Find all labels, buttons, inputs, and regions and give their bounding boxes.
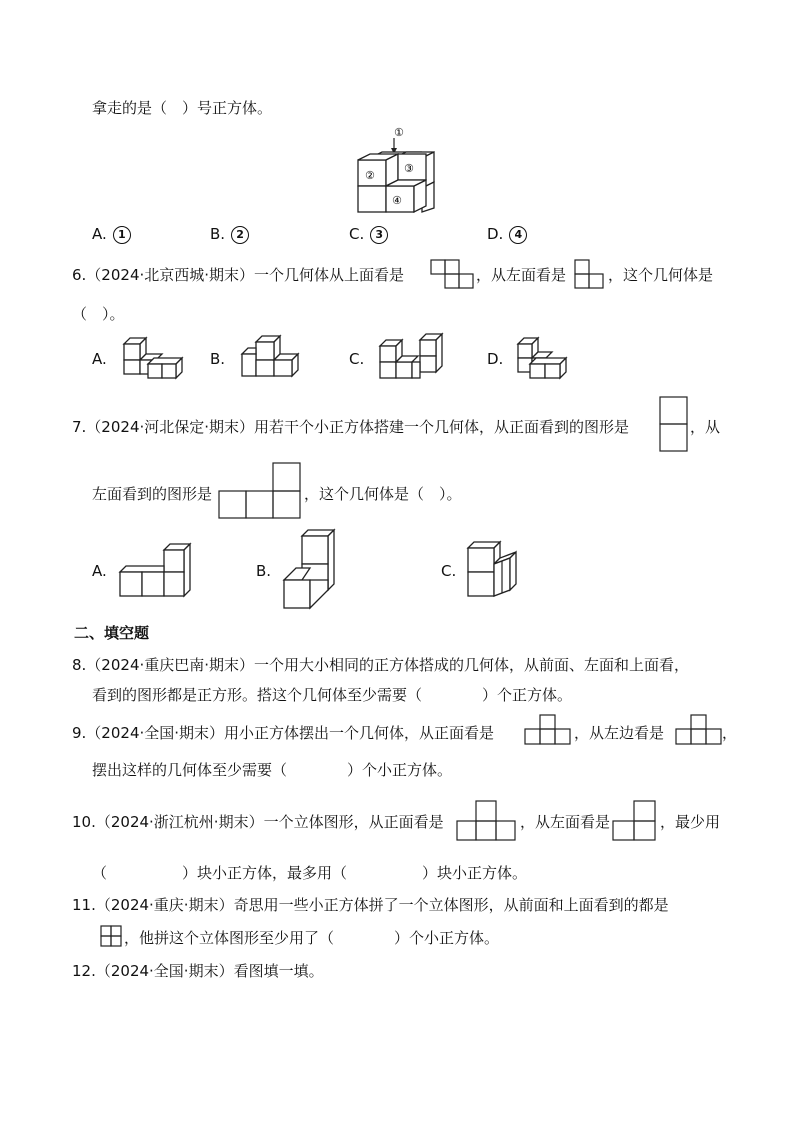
q10-line2: （ ）块小正方体，最多用（ ）块小正方体。 <box>92 864 528 882</box>
q11-line2: ，他拼这个立体图形至少用了（ ）个小正方体。 <box>124 929 500 947</box>
q8-line2: 看到的图形都是正方形。搭这个几何体至少需要（ ）个正方体。 <box>92 686 573 704</box>
q6-text-b: ，从左面看是 <box>476 266 567 284</box>
q6-option-b-figure <box>238 332 304 380</box>
q10-left-view-figure <box>612 800 658 842</box>
q10-text-b: ，从左面看是 <box>520 813 611 831</box>
q6-text-d: （ ）。 <box>72 305 125 323</box>
q6-text-c: ，这个几何体是 <box>608 266 714 284</box>
option-letter: A. <box>92 225 107 243</box>
q10-text-c: ，最少用 <box>660 813 721 831</box>
q11-view-figure <box>100 925 122 947</box>
q5-label-4: ④ <box>392 194 402 207</box>
q7-option-c[interactable]: C. <box>441 562 457 580</box>
q6-option-a-figure <box>120 334 186 380</box>
circled-number: 4 <box>509 226 527 244</box>
circled-number: 1 <box>113 226 131 244</box>
q10-front-view-figure <box>456 800 518 842</box>
q5-option-b[interactable] <box>210 225 249 244</box>
q9-text-a: 9.（2024·全国·期末）用小正方体摆出一个几何体，从正面看是 <box>72 724 495 742</box>
q5-label-2: ② <box>365 169 375 182</box>
q12-line1: 12.（2024·全国·期末）看图填一填。 <box>72 962 324 980</box>
q9-left-view-figure <box>675 714 723 746</box>
q6-option-c[interactable]: C. <box>349 350 365 368</box>
q9-line2: 摆出这样的几何体至少需要（ ）个小正方体。 <box>92 761 453 779</box>
q5-text: 拿走的是（ ）号正方体。 <box>92 99 273 117</box>
circled-number: 2 <box>231 226 249 244</box>
q7-text-a: 7.（2024·河北保定·期末）用若干个小正方体搭建一个几何体，从正面看到的图形是 <box>72 418 630 436</box>
section-heading: 二、填空题 <box>74 624 150 642</box>
q9-front-view-figure <box>524 714 572 746</box>
q7-option-c-figure <box>466 538 522 598</box>
option-letter: B. <box>210 225 226 243</box>
q7-option-b-figure <box>280 526 340 610</box>
q8-line1: 8.（2024·重庆巴南·期末）一个用大小相同的正方体搭成的几何体，从前面、左面和上面看， <box>72 656 690 674</box>
option-letter: D. <box>487 225 504 243</box>
q7-option-a-figure <box>118 540 194 598</box>
circled-number: 3 <box>370 226 388 244</box>
q6-option-b[interactable]: B. <box>210 350 226 368</box>
q7-text-d: ，这个几何体是（ ）。 <box>304 485 462 503</box>
q7-left-view-figure <box>218 462 302 520</box>
q7-option-a[interactable]: A. <box>92 562 107 580</box>
q5-label-3: ③ <box>404 162 414 175</box>
q10-text-a: 10.（2024·浙江杭州·期末）一个立体图形，从正面看是 <box>72 813 444 831</box>
q6-option-d[interactable]: D. <box>487 350 504 368</box>
q6-option-a[interactable]: A. <box>92 350 107 368</box>
q7-front-view-figure <box>659 396 689 452</box>
q7-option-b[interactable]: B. <box>256 562 272 580</box>
q6-option-d-figure <box>514 334 574 380</box>
q5-cube-figure <box>350 124 450 214</box>
q11-line1: 11.（2024·重庆·期末）奇思用一些小正方体拼了一个立体图形，从前面和上面看到的都是 <box>72 896 669 914</box>
q5-option-a[interactable] <box>92 225 131 244</box>
q7-text-c: 左面看到的图形是 <box>92 485 213 503</box>
q6-text-a: 6.（2024·北京西城·期末）一个几何体从上面看是 <box>72 266 405 284</box>
q6-left-view-figure <box>574 259 606 289</box>
q5-label-1: ① <box>394 126 404 139</box>
q5-option-c[interactable] <box>349 225 388 244</box>
q9-text-b: ，从左边看是 <box>574 724 665 742</box>
q9-text-c: ， <box>722 724 738 742</box>
q6-top-view-figure <box>430 259 474 289</box>
q6-option-c-figure <box>376 332 446 382</box>
q7-text-b: ，从 <box>690 418 721 436</box>
option-letter: C. <box>349 225 365 243</box>
q5-option-d[interactable] <box>487 225 527 244</box>
